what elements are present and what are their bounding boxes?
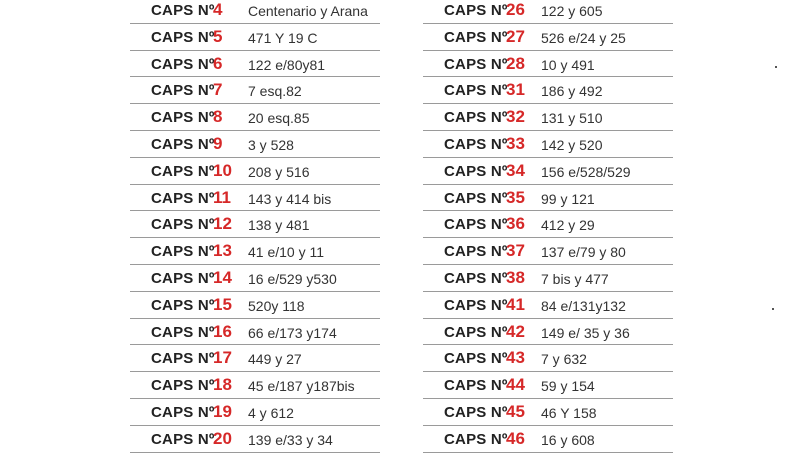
caps-prefix: CAPS Nº <box>444 430 508 448</box>
caps-row <box>130 265 380 292</box>
caps-number: 36 <box>506 214 525 234</box>
caps-address: 449 y 27 <box>248 351 302 368</box>
caps-number: 5 <box>213 26 223 46</box>
caps-row <box>423 426 673 453</box>
caps-prefix: CAPS Nº <box>444 28 508 46</box>
caps-number: 46 <box>506 428 525 448</box>
caps-address: 45 e/187 y187bis <box>248 378 355 395</box>
caps-address: 526 e/24 y 25 <box>541 29 626 46</box>
caps-address: 16 y 608 <box>541 431 595 448</box>
caps-row <box>130 399 380 426</box>
caps-address: 7 y 632 <box>541 351 587 368</box>
caps-number: 10 <box>213 160 232 180</box>
caps-number: 7 <box>213 80 223 100</box>
caps-number: 28 <box>506 53 525 73</box>
caps-address: 139 e/33 y 34 <box>248 431 333 448</box>
caps-row <box>130 24 380 51</box>
caps-address: Centenario y Arana <box>248 3 368 19</box>
caps-prefix: CAPS Nº <box>151 162 215 180</box>
caps-row <box>423 399 673 426</box>
caps-address: 131 y 510 <box>541 110 603 127</box>
caps-number: 34 <box>506 160 525 180</box>
caps-prefix: CAPS Nº <box>444 269 508 287</box>
caps-prefix: CAPS Nº <box>151 243 215 261</box>
caps-number: 27 <box>506 26 525 46</box>
caps-number: 19 <box>213 401 232 421</box>
caps-row <box>130 292 380 319</box>
caps-number: 32 <box>506 107 525 127</box>
caps-prefix: CAPS Nº <box>444 216 508 234</box>
caps-address: 137 e/79 y 80 <box>541 244 626 261</box>
caps-row <box>423 319 673 346</box>
caps-address: 122 e/80y81 <box>248 56 326 73</box>
caps-address: 46 Y 158 <box>541 404 597 421</box>
caps-address: 186 y 492 <box>541 83 603 100</box>
caps-address: 41 e/10 y 11 <box>248 244 325 261</box>
caps-prefix: CAPS Nº <box>151 109 215 127</box>
caps-number: 15 <box>213 294 232 314</box>
caps-prefix: CAPS Nº <box>444 2 508 19</box>
caps-prefix: CAPS Nº <box>151 350 215 368</box>
scan-speck <box>772 308 774 310</box>
caps-prefix: CAPS Nº <box>444 109 508 127</box>
caps-row <box>423 0 673 24</box>
caps-address: 20 esq.85 <box>248 110 310 127</box>
caps-number: 42 <box>506 321 525 341</box>
caps-row <box>130 77 380 104</box>
caps-row <box>423 292 673 319</box>
caps-prefix: CAPS Nº <box>151 28 215 46</box>
caps-number: 41 <box>506 294 525 314</box>
caps-row <box>130 319 380 346</box>
caps-address: 142 y 520 <box>541 136 603 153</box>
caps-row <box>423 238 673 265</box>
caps-row <box>130 51 380 78</box>
scan-speck <box>775 66 777 68</box>
caps-row <box>423 77 673 104</box>
caps-address: 59 y 154 <box>541 378 595 395</box>
caps-number: 13 <box>213 241 232 261</box>
caps-address: 208 y 516 <box>248 163 310 180</box>
caps-prefix: CAPS Nº <box>444 296 508 314</box>
caps-row <box>423 345 673 372</box>
caps-prefix: CAPS Nº <box>151 323 215 341</box>
caps-prefix: CAPS Nº <box>151 55 215 73</box>
caps-number: 26 <box>506 0 525 19</box>
caps-prefix: CAPS Nº <box>151 430 215 448</box>
caps-prefix: CAPS Nº <box>444 82 508 100</box>
caps-address: 122 y 605 <box>541 3 603 19</box>
caps-row <box>423 131 673 158</box>
caps-row <box>130 345 380 372</box>
caps-number: 14 <box>213 267 232 287</box>
caps-row <box>130 211 380 238</box>
caps-prefix: CAPS Nº <box>151 2 215 19</box>
caps-prefix: CAPS Nº <box>444 403 508 421</box>
caps-prefix: CAPS Nº <box>151 377 215 395</box>
caps-address: 16 e/529 y530 <box>248 270 337 287</box>
caps-row <box>423 158 673 185</box>
caps-row <box>423 104 673 131</box>
caps-address: 156 e/528/529 <box>541 163 631 180</box>
caps-number: 20 <box>213 428 232 448</box>
caps-address: 7 bis y 477 <box>541 270 609 287</box>
caps-prefix: CAPS Nº <box>151 216 215 234</box>
caps-address: 138 y 481 <box>248 217 310 234</box>
caps-row <box>130 0 380 24</box>
caps-address: 84 e/131y132 <box>541 297 626 314</box>
caps-prefix: CAPS Nº <box>444 323 508 341</box>
caps-row <box>423 24 673 51</box>
caps-number: 17 <box>213 348 232 368</box>
caps-row <box>130 372 380 399</box>
caps-prefix: CAPS Nº <box>444 350 508 368</box>
caps-row <box>423 211 673 238</box>
caps-prefix: CAPS Nº <box>444 189 508 207</box>
caps-number: 9 <box>213 133 223 153</box>
caps-number: 12 <box>213 214 232 234</box>
caps-address: 3 y 528 <box>248 136 294 153</box>
caps-address: 99 y 121 <box>541 190 595 207</box>
caps-list-left <box>130 0 380 453</box>
caps-address: 66 e/173 y174 <box>248 324 337 341</box>
caps-number: 4 <box>213 0 223 19</box>
caps-row <box>423 51 673 78</box>
caps-prefix: CAPS Nº <box>444 55 508 73</box>
caps-number: 35 <box>506 187 525 207</box>
caps-row <box>130 238 380 265</box>
caps-prefix: CAPS Nº <box>151 82 215 100</box>
caps-prefix: CAPS Nº <box>151 189 215 207</box>
caps-number: 31 <box>506 80 525 100</box>
caps-number: 8 <box>213 107 223 127</box>
caps-prefix: CAPS Nº <box>151 135 215 153</box>
caps-row <box>130 185 380 212</box>
caps-number: 16 <box>213 321 232 341</box>
caps-row <box>130 426 380 453</box>
caps-row <box>423 372 673 399</box>
caps-address: 143 y 414 bis <box>248 190 332 207</box>
caps-row <box>130 158 380 185</box>
caps-number: 43 <box>506 348 525 368</box>
caps-number: 45 <box>506 401 525 421</box>
caps-number: 38 <box>506 267 525 287</box>
caps-row <box>423 185 673 212</box>
caps-prefix: CAPS Nº <box>151 269 215 287</box>
caps-address: 520y 118 <box>248 297 305 314</box>
caps-address: 7 esq.82 <box>248 83 302 100</box>
caps-row <box>423 265 673 292</box>
caps-address: 149 e/ 35 y 36 <box>541 324 630 341</box>
caps-list-right <box>423 0 673 453</box>
caps-prefix: CAPS Nº <box>444 162 508 180</box>
caps-row <box>130 104 380 131</box>
caps-prefix: CAPS Nº <box>151 296 215 314</box>
caps-number: 11 <box>213 187 231 207</box>
caps-prefix: CAPS Nº <box>151 403 215 421</box>
caps-number: 18 <box>213 375 232 395</box>
caps-prefix: CAPS Nº <box>444 243 508 261</box>
caps-address: 471 Y 19 C <box>248 29 318 46</box>
caps-prefix: CAPS Nº <box>444 135 508 153</box>
caps-address: 4 y 612 <box>248 404 294 421</box>
caps-address: 10 y 491 <box>541 56 595 73</box>
caps-number: 44 <box>506 375 525 395</box>
caps-number: 33 <box>506 133 525 153</box>
caps-number: 37 <box>506 241 525 261</box>
caps-row <box>130 131 380 158</box>
caps-prefix: CAPS Nº <box>444 377 508 395</box>
caps-address: 412 y 29 <box>541 217 595 234</box>
caps-number: 6 <box>213 53 223 73</box>
